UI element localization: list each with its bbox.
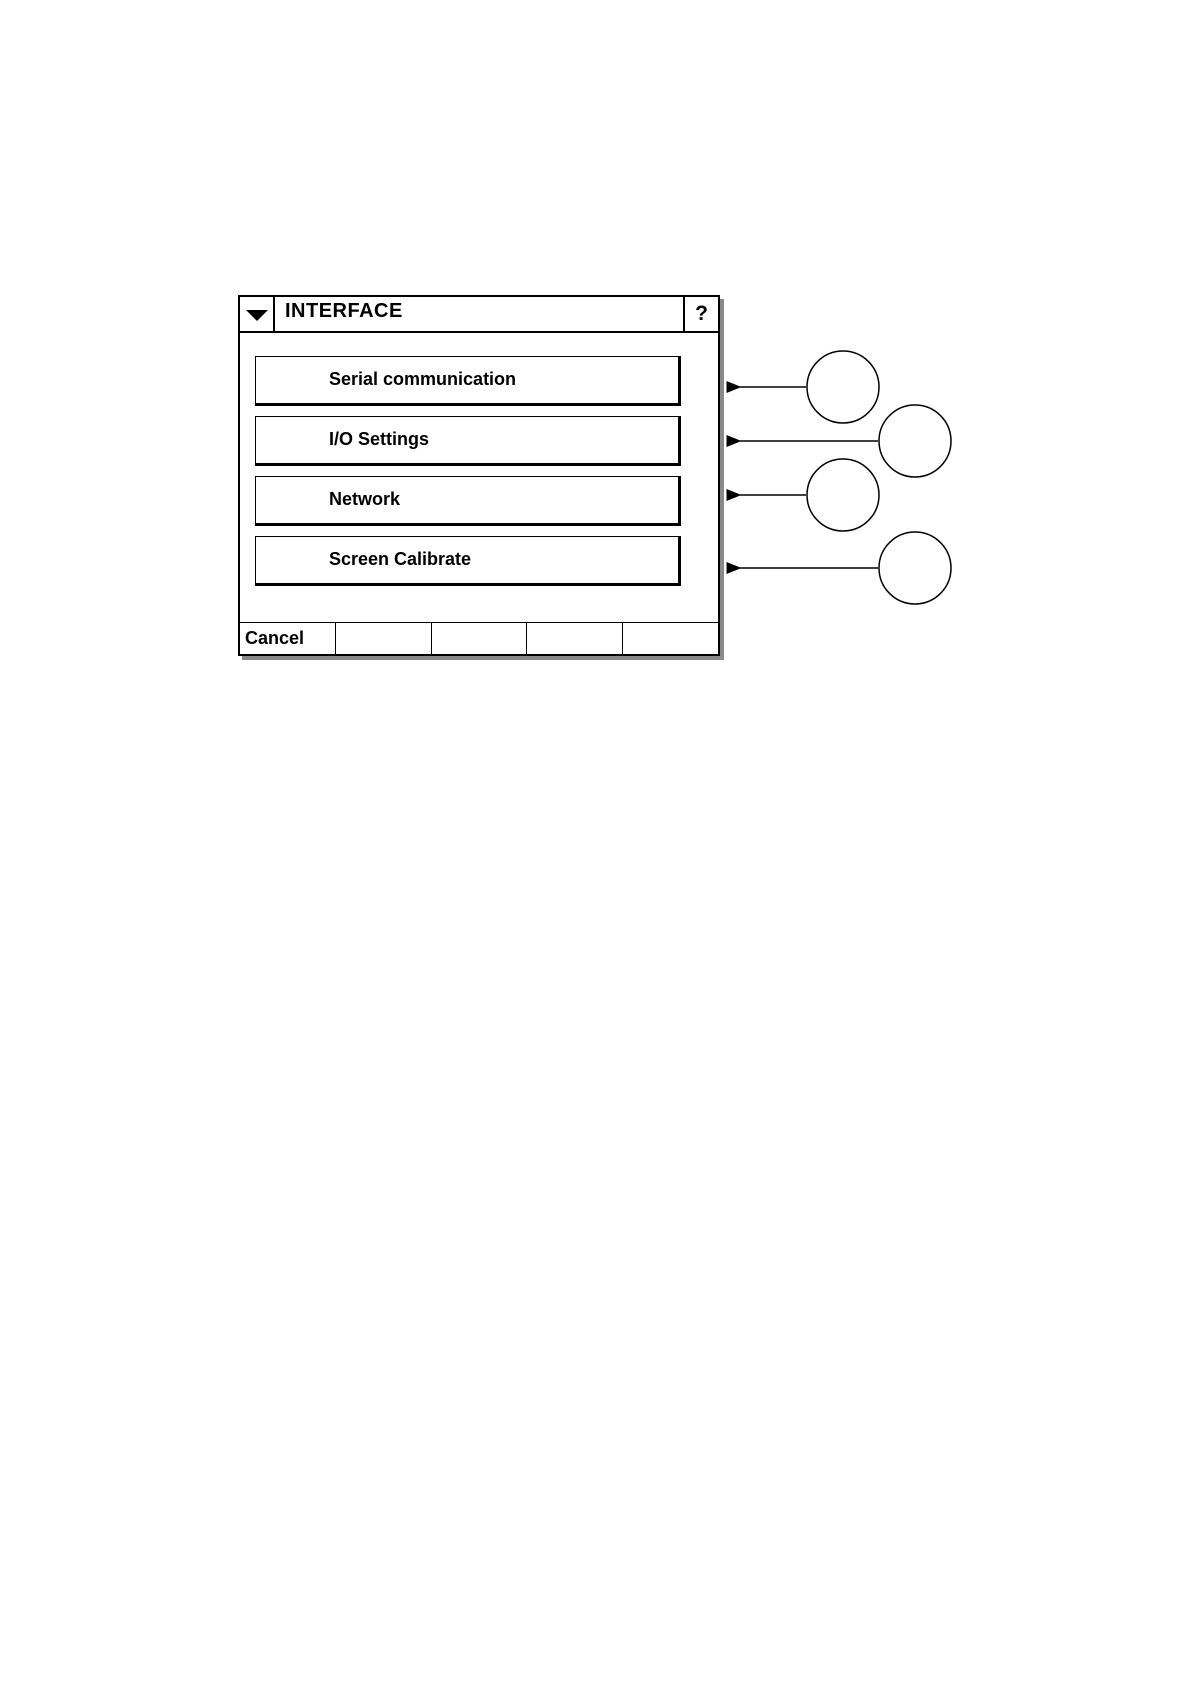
- callout-network: [740, 459, 879, 531]
- callout-screen-calibrate: [740, 532, 951, 604]
- triangle-down-icon: [246, 310, 268, 321]
- softkey-4[interactable]: [527, 623, 623, 654]
- callout-io-settings: [740, 405, 951, 477]
- help-button[interactable]: ?: [683, 297, 718, 331]
- page-title: INTERFACE: [285, 300, 403, 322]
- callout-serial-communication: [740, 351, 879, 423]
- menu-dropdown-button[interactable]: [240, 297, 275, 331]
- softkey-2[interactable]: [336, 623, 432, 654]
- softkey-5[interactable]: [623, 623, 718, 654]
- menu-item-label: I/O Settings: [329, 429, 430, 449]
- title-bar: [240, 297, 718, 333]
- interface-window: [238, 295, 720, 656]
- menu-item-label: Network: [329, 489, 401, 509]
- menu-item-label: Screen Calibrate: [329, 549, 472, 569]
- cancel-softkey[interactable]: Cancel: [240, 623, 336, 654]
- menu-item-label: Serial communication: [329, 369, 517, 389]
- softkey-3[interactable]: [432, 623, 528, 654]
- network-button[interactable]: [255, 476, 681, 526]
- softkey-bar: [240, 622, 718, 654]
- serial-communication-button[interactable]: [255, 356, 681, 406]
- screen-calibrate-button[interactable]: [255, 536, 681, 586]
- io-settings-button[interactable]: [255, 416, 681, 466]
